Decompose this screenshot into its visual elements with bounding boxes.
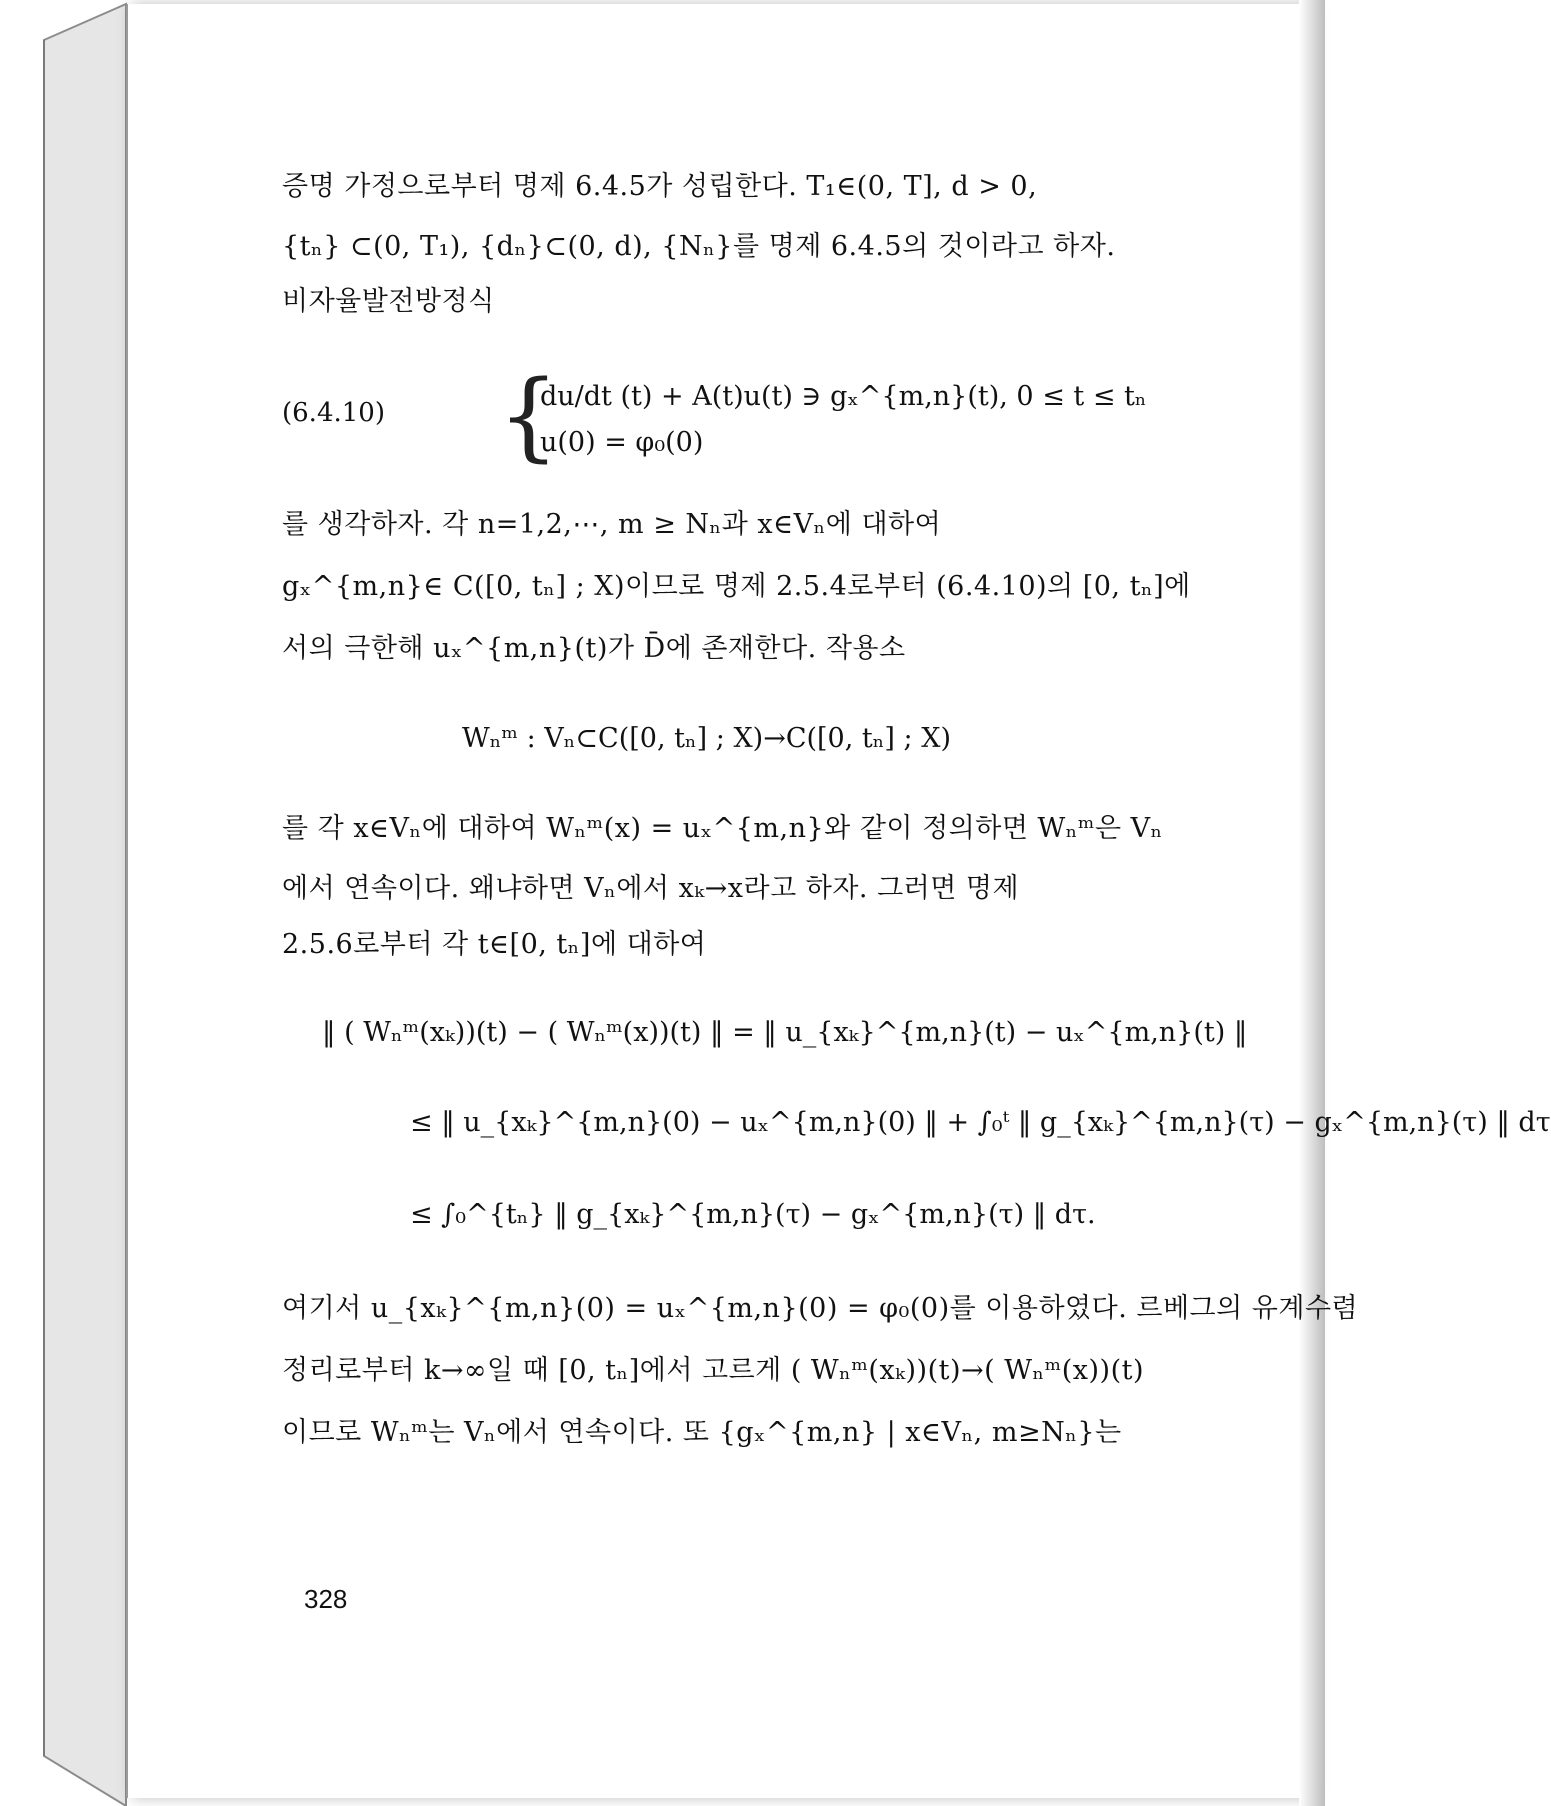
operator-definition: Wₙᵐ : Vₙ⊂C([0, tₙ] ; X)→C([0, tₙ] ; X) — [462, 723, 951, 754]
equation-number: (6.4.10) — [282, 398, 385, 428]
proof-line-2: {tₙ} ⊂(0, T₁), {dₙ}⊂(0, d), {Nₙ}를 명제 6.4.5의 것이라고 하자. — [282, 231, 1116, 262]
inequality-row-3: ≤ ∫₀^{tₙ} ‖ g_{xₖ}^{m,n}(τ) − gₓ^{m,n}(τ) ‖ dτ. — [410, 1199, 1096, 1230]
inequality-row-1: ‖ ( Wₙᵐ(xₖ))(t) − ( Wₙᵐ(x))(t) ‖ = ‖ u_{xₖ}^{m,n}(t) − uₓ^{m,n}(t) ‖ — [322, 1017, 1248, 1048]
paragraph-3-line-1: 를 각 x∈Vₙ에 대하여 Wₙᵐ(x) = uₓ^{m,n}와 같이 정의하면 Wₙᵐ은 Vₙ — [282, 813, 1163, 844]
paragraph-2-line-1: 를 생각하자. 각 n=1,2,⋯, m ≥ Nₙ과 x∈Vₙ에 대하여 — [282, 509, 942, 540]
paragraph-2-line-2: gₓ^{m,n}∈ C([0, tₙ] ; X)이므로 명제 2.5.4로부터 (6.4.10)의 [0, tₙ]에 — [282, 571, 1191, 602]
equation-row-2: u(0) = φ₀(0) — [540, 427, 704, 458]
page-number: 328 — [304, 1584, 348, 1614]
left-brace: { — [498, 360, 560, 472]
paragraph-3-line-3: 2.5.6로부터 각 t∈[0, tₙ]에 대하여 — [282, 929, 707, 960]
paragraph-4-line-3: 이므로 Wₙᵐ는 Vₙ에서 연속이다. 또 {gₓ^{m,n} | x∈Vₙ, m≥Nₙ}는 — [282, 1417, 1122, 1448]
paragraph-4-line-2: 정리로부터 k→∞일 때 [0, tₙ]에서 고르게 ( Wₙᵐ(xₖ))(t)→( Wₙᵐ(x))(t) — [282, 1355, 1144, 1386]
proof-line-1: 증명 가정으로부터 명제 6.4.5가 성립한다. T₁∈(0, T], d > 0, — [282, 171, 1038, 202]
inequality-row-2: ≤ ‖ u_{xₖ}^{m,n}(0) − uₓ^{m,n}(0) ‖ + ∫₀ᵗ ‖ g_{xₖ}^{m,n}(τ) − gₓ^{m,n}(τ) ‖ dτ — [410, 1107, 1551, 1138]
proof-line-3: 비자율발전방정식 — [282, 286, 495, 317]
paragraph-3-line-2: 에서 연속이다. 왜냐하면 Vₙ에서 xₖ→x라고 하자. 그러면 명제 — [282, 873, 1020, 904]
equation-row-1: du/dt (t) + A(t)u(t) ∋ gₓ^{m,n}(t), 0 ≤ t ≤ tₙ — [540, 381, 1147, 412]
paragraph-2-line-3: 서의 극한해 uₓ^{m,n}(t)가 D̄에 존재한다. 작용소 — [282, 633, 906, 664]
paragraph-4-line-1: 여기서 u_{xₖ}^{m,n}(0) = uₓ^{m,n}(0) = φ₀(0)를 이용하였다. 르베그의 유계수렴 — [282, 1293, 1359, 1324]
